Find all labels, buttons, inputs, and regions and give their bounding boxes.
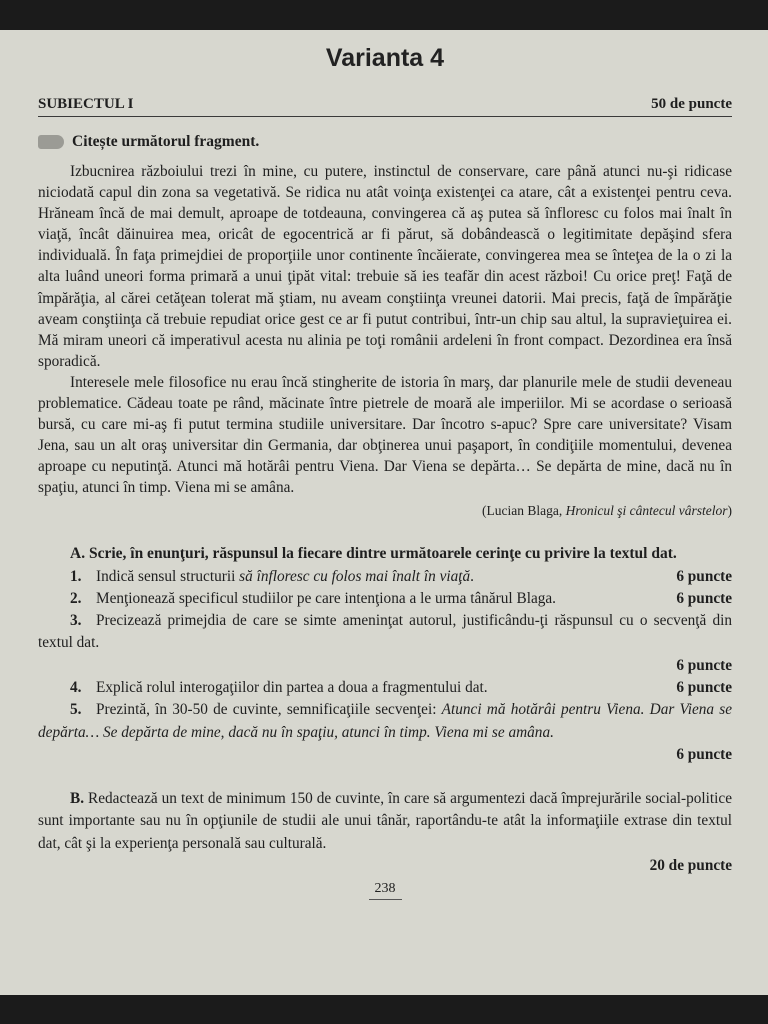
item-text: Menţionează specificul studiilor pe care intenţiona a le urma tânărul Blaga. — [96, 589, 556, 607]
section-marker-icon — [38, 135, 64, 149]
item-quote: Atunci mă hotărâi pentru Viena. Dar Viena se depărta… Se depărta de mine, dacă nu în spaţiu, atunci în timp. Viena mi se amâna. — [38, 701, 732, 741]
item-number: 5. — [70, 701, 82, 719]
page-title: Varianta 4 — [325, 44, 445, 72]
source-work: Hronicul şi cântecul vârstelor — [565, 502, 728, 518]
item-text: Precizează primejdia de care se simte ameninţat autorul, justificându-ţi răspunsul cu o secvenţă din textul dat. — [38, 612, 732, 652]
task-a-heading: A. Scrie, în enunţuri, răspunsul la fiecare dintre următoarele cerinţe cu privire la textul dat. — [70, 544, 677, 562]
item-number: 3. — [70, 612, 82, 630]
source-suffix: ) — [727, 502, 732, 518]
item-text: Explică rolul interogaţiilor din partea a doua a fragmentului dat. — [96, 678, 488, 696]
reading-instruction — [38, 133, 732, 151]
subject-header — [38, 96, 732, 117]
subject-label: SUBIECTUL I — [38, 96, 134, 112]
fragment-source — [38, 503, 732, 519]
item-points: 6 puncte — [676, 678, 732, 696]
item-text: Indică sensul structurii — [96, 567, 240, 585]
task-b-text: Redactează un text de minimum 150 de cuvinte, în care să argumentezi dacă împrejurările social-politice sunt importante sau nu în opţiunile de studii ale unui tânăr, raportându-te atât la informaţiile extrase din textul dat, cât şi la experienţa personală sau culturală. — [38, 790, 732, 852]
task-item-5 — [38, 699, 732, 766]
task-a-list — [38, 566, 732, 767]
page-number-value: 238 — [369, 881, 402, 900]
item-number: 1. — [70, 567, 82, 585]
item-text-end: . — [470, 567, 474, 585]
page-number — [38, 881, 732, 900]
item-points: 6 puncte — [676, 567, 732, 585]
task-item-4 — [38, 677, 732, 699]
task-item-2 — [38, 588, 732, 610]
instruction-text: Citește următorul fragment. — [72, 133, 260, 150]
task-item-3 — [38, 610, 732, 677]
subject-points: 50 de puncte — [651, 96, 732, 112]
item-points: 6 puncte — [676, 589, 732, 607]
document-page — [0, 30, 768, 995]
task-b — [38, 788, 732, 855]
item-number: 2. — [70, 589, 82, 607]
task-b-points: 20 de puncte — [649, 857, 732, 875]
fragment-paragraph-2: Interesele mele filosofice nu erau încă stingherite de istoria în marş, dar planurile mele de studii deveneau problematice. Cădeau toate pe rând, măcinate între pietrele de moară ale imperiilor. Mi se acordase o serioasă bursă, cu care mi-aş fi putut termina studiile universitare. Dar încotro s-apuc? Spre care universitate? Visam Jena, sau un alt oraş universitar din Germania, dar obţinerea unui paşaport, în condiţiile momentului, devenea aproape cu neputinţă. Atunci mă hotărâi pentru Viena. Dar Viena se depărta… Se depărta de mine, dacă nu în spaţiu, atunci în timp. Viena mi se amâna. — [38, 373, 732, 497]
fragment-text — [38, 161, 732, 499]
fragment-paragraph-1: Izbucnirea războiului trezi în mine, cu putere, instinctul de conservare, care până atunci nu-şi ridicase niciodată capul din zona sa vegetativă. Se ridica nu atât voinţa existenţei ca atare, cât a existenţei pentru ceva. Hrăneam încă de mai demult, aproape de totdeauna, convingerea că aş putea să înfloresc cu folos mai înalt în viaţă, încât dăinuirea mea, oricât de egocentrică ar fi părut, să dobândească o legitimitate depăşind sfera individuală. În faţa primejdiei de proporţiile unor continente încăierate, convingerea mea se înteţea de la o zi la alta luând uneori forma primară a unui ţipăt vital: trebuie să ies teafăr din acest război! Cu orice preţ! Faţă de împărăţia, al cărei cetăţean tolerat mă ştiam, nu aveam conştiinţa vreunei datorii. Mai precis, faţă de împărăţie aveam conştiinţa că trebuie repudiat orice gest ce ar fi putut contribui, într-un chip sau altul, la supravieţuirea ei. Mă miram uneori că imperativul acesta nu alinia pe toţi românii ardeleni în front compact. Dezordinea era însă sporadică. — [38, 163, 732, 370]
item-points: 6 puncte — [676, 745, 732, 763]
item-quote: să înfloresc cu folos mai înalt în viaţă — [239, 567, 471, 585]
item-text: Prezintă, în 30-50 de cuvinte, semnificaţiile secvenţei: — [96, 701, 442, 719]
item-number: 4. — [70, 678, 82, 696]
task-item-1 — [38, 566, 732, 588]
source-prefix: (Lucian Blaga, — [482, 502, 566, 518]
task-b-label: B. — [70, 790, 85, 808]
item-points: 6 puncte — [676, 656, 732, 674]
